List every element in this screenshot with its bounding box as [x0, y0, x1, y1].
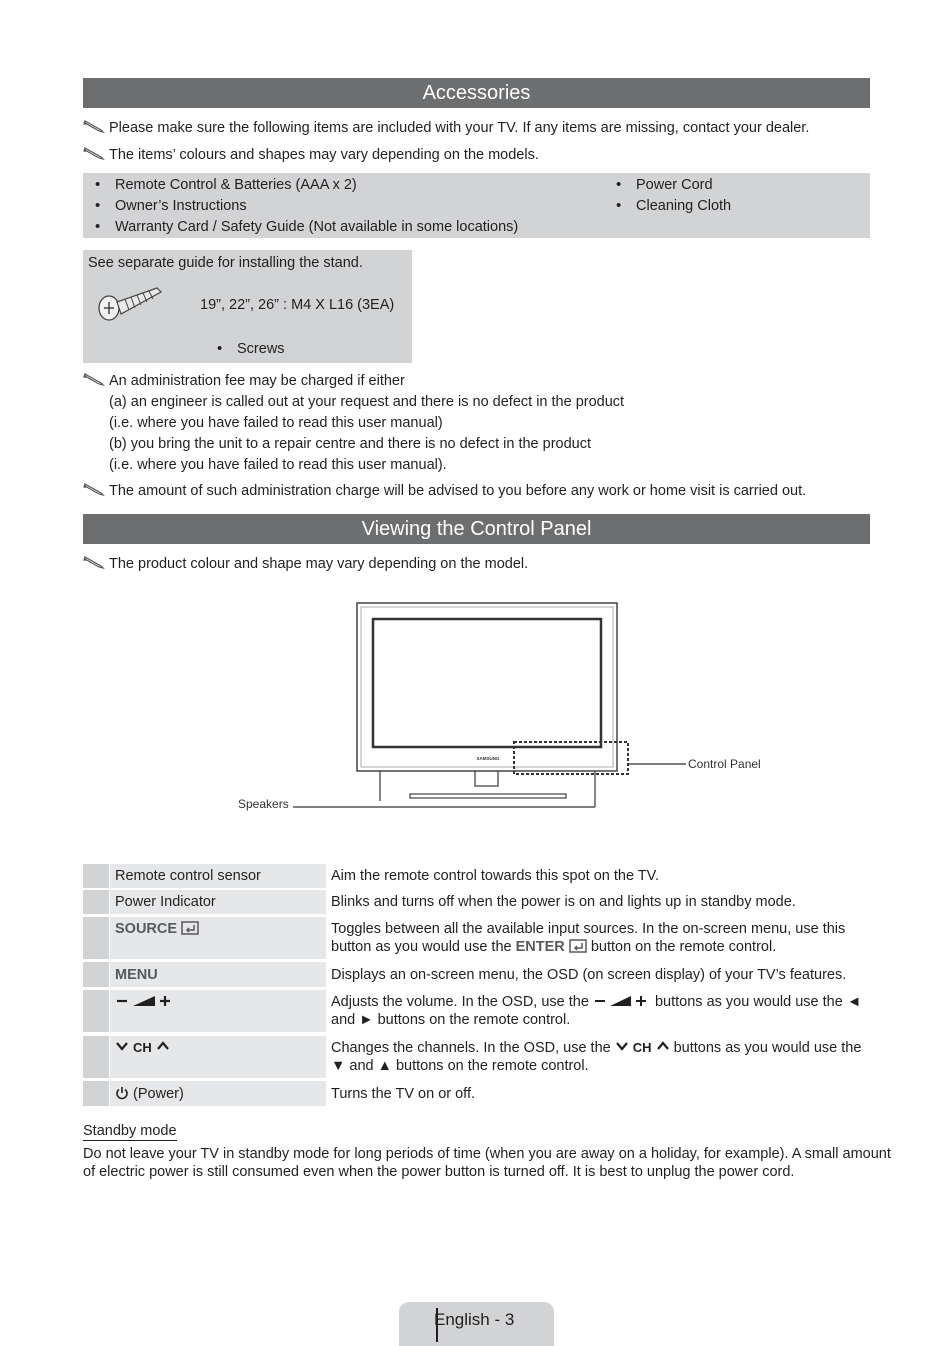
- standby-heading: Standby mode: [83, 1123, 177, 1139]
- standby-text: Do not leave your TV in standby mode for long periods of time (when you are away on a holiday, for example). A small amount: [83, 1146, 891, 1162]
- pencil-note-icon: [83, 555, 105, 569]
- control-name: Power Indicator: [110, 890, 326, 914]
- list-item: • Remote Control & Batteries (AAA x 2): [115, 175, 357, 195]
- section-title-control-panel: Viewing the Control Panel: [83, 514, 870, 544]
- admin-line: (a) an engineer is called out at your request and there is no defect in the product: [109, 394, 625, 410]
- control-name: Remote control sensor: [110, 864, 326, 888]
- section-title-accessories: Accessories: [83, 78, 870, 108]
- tv-diagram: [230, 598, 770, 820]
- note-admin-fee: An administration fee may be charged if either: [83, 371, 405, 391]
- table-row: [83, 890, 870, 914]
- note-colours-vary: The items’ colours and shapes may vary depending on the models.: [83, 145, 539, 165]
- table-row: [83, 962, 870, 987]
- standby-text: of electric power is still consumed even when the power button is turned off. It is best to unplug the power cord.: [83, 1164, 795, 1180]
- source-enter-icon: [181, 921, 199, 935]
- speakers-label: Speakers: [238, 797, 289, 811]
- control-desc: Blinks and turns off when the power is on and lights up in standby mode.: [331, 890, 870, 914]
- admin-line: (b) you bring the unit to a repair centre and there is no defect in the product: [109, 436, 592, 452]
- control-desc: Changes the channels. In the OSD, use the CH buttons as you would use the ▼ and ▲ buttons on the remote control.: [331, 1036, 870, 1078]
- note-admin-charge: The amount of such administration charge will be advised to you before any work or home visit is carried out.: [83, 481, 806, 501]
- brand-logo: SAMSUNG: [476, 756, 500, 761]
- control-name-source: SOURCE: [110, 917, 326, 959]
- volume-icon: [115, 993, 175, 1009]
- note-items-included: Please make sure the following items are included with your TV. If any items are missing, contact your dealer.: [83, 118, 809, 138]
- pencil-note-icon: [83, 482, 105, 496]
- table-row: [83, 1081, 870, 1106]
- note-product-colour: The product colour and shape may vary depending on the model.: [83, 554, 528, 574]
- power-icon: [115, 1086, 129, 1100]
- admin-line: (i.e. where you have failed to read this user manual).: [109, 457, 447, 473]
- admin-line: (i.e. where you have failed to read this user manual): [109, 415, 443, 431]
- control-desc: Adjusts the volume. In the OSD, use the buttons as you would use the ◄ and ► buttons on the remote control.: [331, 990, 870, 1032]
- volume-icon: [593, 994, 651, 1008]
- control-name-power: (Power): [110, 1081, 326, 1106]
- control-desc: Turns the TV on or off.: [331, 1081, 870, 1106]
- screw-icon: [97, 282, 165, 324]
- screw-spec: 19”, 22”, 26” : M4 X L16 (3EA): [200, 297, 395, 313]
- chevron-down-icon: [115, 1040, 129, 1052]
- list-item: • Cleaning Cloth: [636, 196, 731, 216]
- stand-guide-text: See separate guide for installing the stand.: [88, 255, 363, 271]
- table-row: [83, 990, 870, 1032]
- chevron-up-icon: [156, 1040, 170, 1052]
- pencil-note-icon: [83, 372, 105, 386]
- chevron-down-icon: [615, 1040, 629, 1052]
- pencil-note-icon: [83, 146, 105, 160]
- page-number: English - 3: [434, 1310, 515, 1329]
- control-desc: Aim the remote control towards this spot on the TV.: [331, 864, 870, 888]
- control-name: MENU: [110, 962, 326, 987]
- table-row: [83, 1036, 870, 1078]
- pencil-note-icon: [83, 119, 105, 133]
- control-desc: Toggles between all the available input sources. In the on-screen menu, use this button as you would use the ENTER button on the remote control.: [331, 917, 870, 959]
- control-desc: Displays an on-screen menu, the OSD (on screen display) of your TV’s features.: [331, 962, 870, 987]
- control-name-volume: [110, 990, 326, 1032]
- control-name-channel: CH: [110, 1036, 326, 1078]
- list-item: • Owner’s Instructions: [115, 196, 247, 216]
- control-panel-label: Control Panel: [688, 757, 761, 771]
- table-row: [83, 917, 870, 959]
- list-item: • Power Cord: [636, 175, 713, 195]
- enter-icon: [569, 939, 587, 953]
- chevron-up-icon: [656, 1040, 670, 1052]
- table-row: [83, 864, 870, 888]
- screws-label: • Screws: [237, 339, 285, 359]
- list-item: • Warranty Card / Safety Guide (Not available in some locations): [115, 217, 518, 237]
